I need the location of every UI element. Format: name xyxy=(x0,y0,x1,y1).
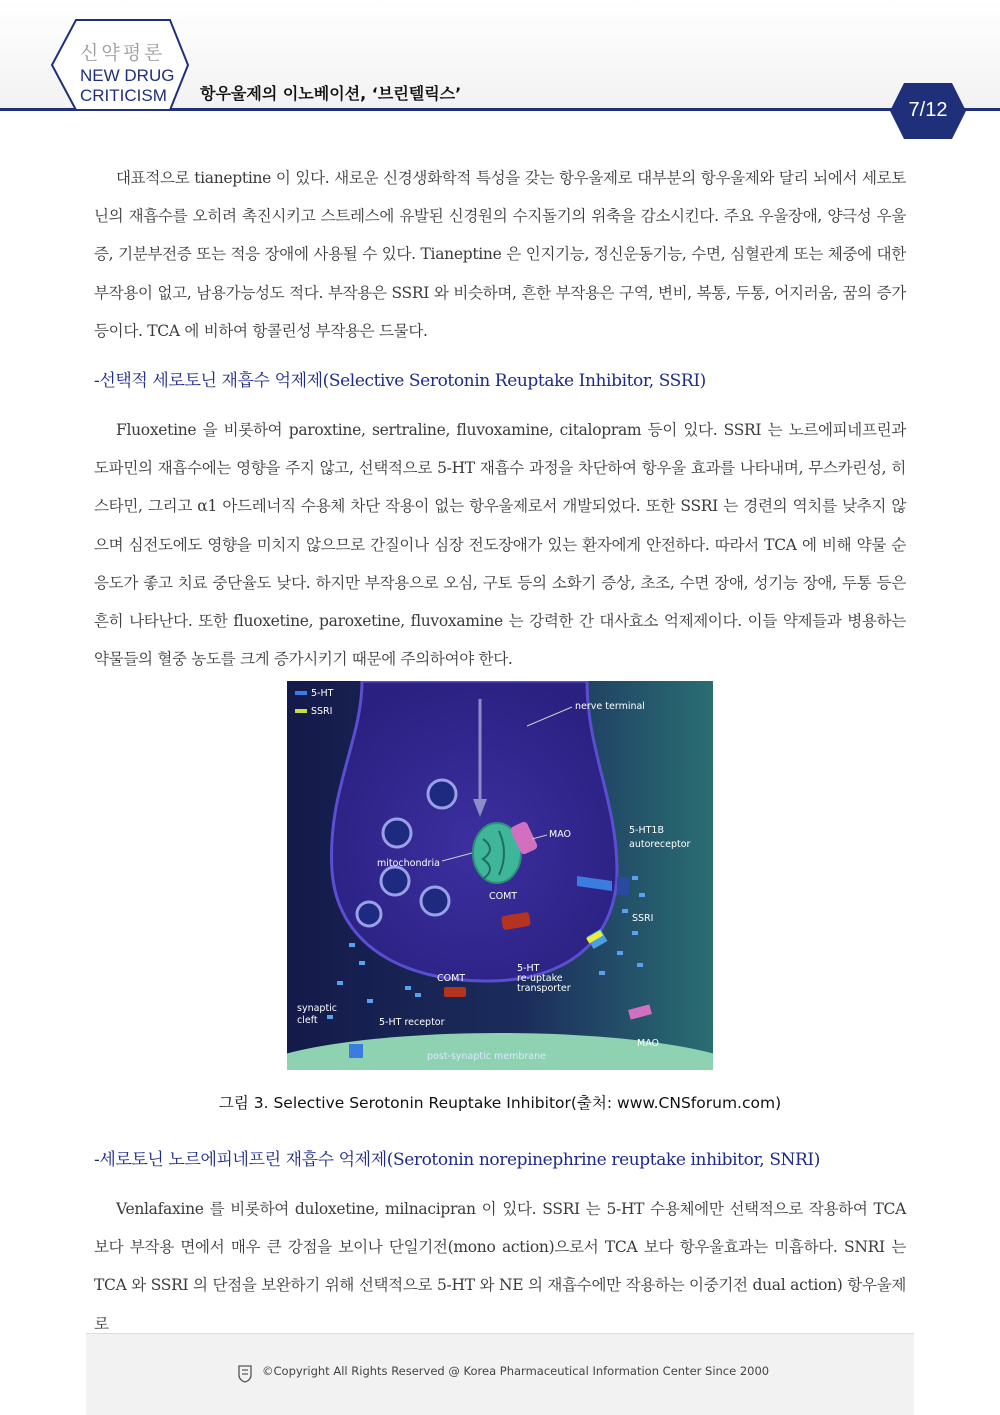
header-title: 항우울제의 이노베이션, ‘브린텔릭스’ xyxy=(200,84,462,103)
label-5ht-receptor: 5-HT receptor xyxy=(379,1017,445,1028)
label-comt: COMT xyxy=(489,891,518,902)
legend-ssri: SSRI xyxy=(311,706,333,717)
label-autoreceptor-1: 5-HT1B xyxy=(629,825,664,836)
logo-korean: 신약평론 xyxy=(80,42,166,64)
label-transporter-1: 5-HT xyxy=(517,963,540,974)
label-transporter-3: transporter xyxy=(517,983,571,994)
figure-ssri-synapse xyxy=(287,681,713,1070)
page-number: 7/12 xyxy=(908,99,948,121)
label-post-synaptic-membrane: post-synaptic membrane xyxy=(427,1051,546,1062)
label-synaptic-1: synaptic xyxy=(297,1003,338,1014)
paragraph-tianeptine: 대표적으로 tianeptine 이 있다. 새로운 신경생화학적 특성을 갖는 항우울제로 대부분의 항우울제와 달리 뇌에서 세로토닌의 재흡수를 오히려 촉진시키고 스트레스에 유발된 신경원의 수지돌기의 위축을 감소시킨다. 주요 우울장애, 양극성 우울증, 기분부전증 또는 적응 장애에 사용될 수 있다. Tianeptine 은 인지기능, 정신운동기능, 수면, 심혈관계 또는 체중에 대한 부작용이 없고, 남용가능성도 적다. 부작용은 SSRI 와 비슷하며, 흔한 부작용은 구역, 변비, 복통, 두통, 어지러움, 꿈의 증가 등이다. TCA 에 비하여 항콜린성 부작용은 드물다. xyxy=(94,169,906,340)
paragraph-ssri: Fluoxetine 을 비롯하여 paroxtine, sertraline, fluvoxamine, citalopram 등이 있다. SSRI 는 노르에피네프린과 도파민의 재흡수에는 영향을 주지 않고, 선택적으로 5-HT 재흡수 과정을 차단하여 항우울 효과를 나타내며, 무스카린성, 히스타민, 그리고 α1 아드레너직 수용체 차단 작용이 없는 항우울제로서 개발되었다. 또한 SSRI 는 경련의 역치를 낮추지 않으며 심전도에도 영향을 미치지 않으므로 간질이나 심장 전도장애가 있는 환자에게 안전하다. 따라서 TCA 에 비해 약물 순응도가 좋고 치료 중단율도 낮다. 하지만 부작용으로 오심, 구토 등의 소화기 증상, 초조, 수면 장애, 성기능 장애, 두통 등은 흔히 나타난다. 또한 fluoxetine, paroxetine, fluvoxamine 는 강력한 간 대사효소 억제제이다. 이들 약제들과 병용하는 약물들의 혈중 농도를 크게 증가시키기 때문에 주의하여야 한다. xyxy=(94,421,906,669)
label-mitochondria: mitochondria xyxy=(377,858,440,869)
label-transporter-2: re-uptake xyxy=(517,973,563,984)
label-mao: MAO xyxy=(549,829,572,840)
page-header xyxy=(0,0,1000,140)
logo-english-line1: NEW DRUG xyxy=(80,66,175,85)
footer-copyright: ©Copyright All Rights Reserved @ Korea Pharmaceutical Information Center Since 2000 xyxy=(262,1364,770,1378)
legend-5ht: 5-HT xyxy=(311,688,334,699)
section-heading-ssri: -선택적 세로토닌 재흡수 억제제(Selective Serotonin Reuptake Inhibitor, SSRI) xyxy=(94,371,706,391)
label-comt-cleft: COMT xyxy=(437,973,466,984)
synapse-diagram xyxy=(287,681,713,1070)
footer-emblem-icon xyxy=(237,1365,253,1383)
label-synaptic-2: cleft xyxy=(297,1015,318,1026)
label-nerve-terminal: nerve terminal xyxy=(575,701,645,712)
section-heading-snri: -세로토닌 노르에피네프린 재흡수 억제제(Serotonin norepinephrine reuptake inhibitor, SNRI) xyxy=(94,1150,820,1170)
label-autoreceptor-2: autoreceptor xyxy=(629,839,691,850)
figure-caption: 그림 3. Selective Serotonin Reuptake Inhibitor(출처: www.CNSforum.com) xyxy=(218,1094,782,1112)
label-mao-cleft: MAO xyxy=(637,1038,660,1049)
logo-english-line2: CRITICISM xyxy=(80,86,167,105)
paragraph-snri: Venlafaxine 를 비롯하여 duloxetine, milnacipran 이 있다. SSRI 는 5-HT 수용체에만 선택적으로 작용하여 TCA 보다 부작용 면에서 매우 큰 강점을 보이나 단일기전(mono action)으로서 TCA 보다 항우울효과는 미흡하다. SNRI 는 TCA 와 SSRI 의 단점을 보완하기 위해 선택적으로 5-HT 와 NE 의 재흡수에만 작용하는 이중기전 dual action) 항우울제로 xyxy=(94,1200,906,1333)
label-ssri: SSRI xyxy=(632,913,654,924)
